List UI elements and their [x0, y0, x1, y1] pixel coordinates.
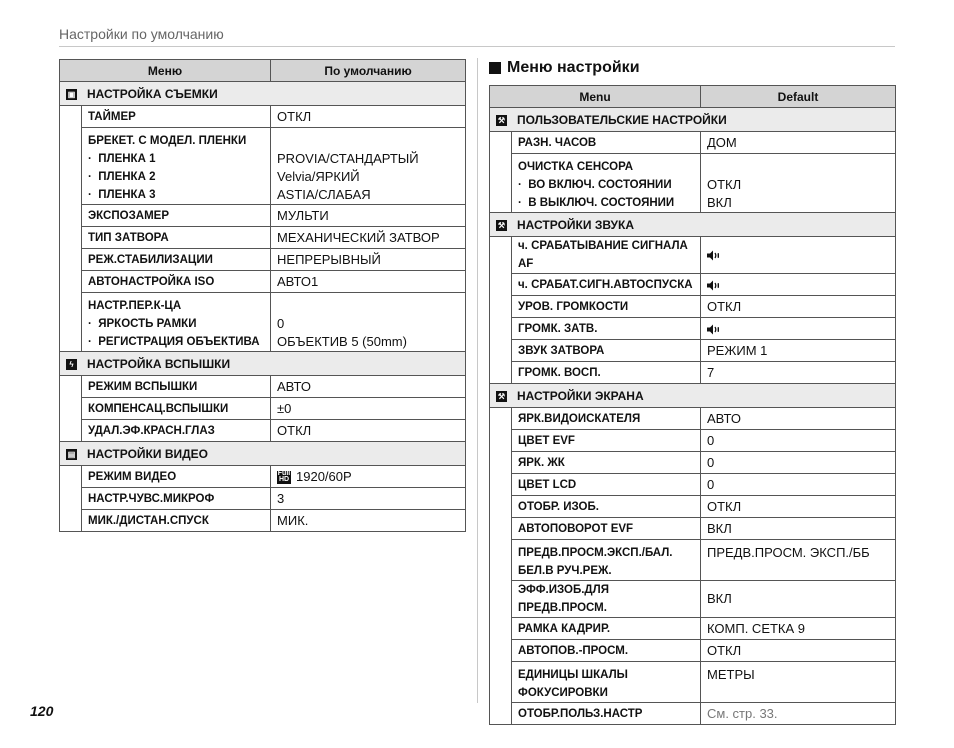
default-value	[701, 318, 896, 340]
menu-item-label: ГРОМК. ЗАТВ.	[512, 318, 701, 340]
menu-item-label: ЦВЕТ LCD	[512, 474, 701, 496]
menu-item-label: КОМПЕНСАЦ.ВСПЫШКИ	[82, 398, 271, 420]
menu-item-label: АВТОНАСТРОЙКА ISO	[82, 271, 271, 293]
menu-item-label: ОЧИСТКА СЕНСОРА · ВО ВКЛЮЧ. СОСТОЯНИИ · В ВЫКЛЮЧ. СОСТОЯНИИ	[512, 154, 701, 213]
table-row	[60, 128, 466, 205]
default-value: PROVIA/СТАНДАРТЫЙ Velvia/ЯРКИЙ ASTIA/СЛАБАЯ	[271, 128, 466, 205]
table-row	[490, 496, 896, 518]
shooting-defaults-table	[59, 59, 466, 532]
flash-icon: ϟ	[66, 359, 77, 370]
category-title: НАСТРОЙКИ ЭКРАНА	[517, 388, 644, 403]
speaker-medium-icon	[707, 250, 720, 261]
category-title: НАСТРОЙКИ ЗВУКА	[517, 217, 634, 232]
page-reference-link[interactable]: См. стр. 33.	[701, 703, 896, 725]
default-value: ДОМ	[701, 132, 896, 154]
default-value: ОТКЛ	[701, 640, 896, 662]
table-row	[490, 154, 896, 213]
default-value: ВКЛ	[701, 518, 896, 540]
default-value: ПРЕДВ.ПРОСМ. ЭКСП./ББ	[701, 540, 896, 581]
category-row	[60, 442, 466, 466]
table-row	[60, 420, 466, 442]
menu-item-label: ОТОБР. ИЗОБ.	[512, 496, 701, 518]
category-row	[490, 384, 896, 408]
category-title: НАСТРОЙКИ ВИДЕО	[87, 446, 208, 461]
table-row	[490, 703, 896, 725]
default-value: 0 ОБЪЕКТИВ 5 (50mm)	[271, 293, 466, 352]
column-divider	[477, 58, 478, 703]
category-title: НАСТРОЙКА ВСПЫШКИ	[87, 356, 231, 371]
menu-item-label: ЦВЕТ EVF	[512, 430, 701, 452]
menu-item-label: МИК./ДИСТАН.СПУСК	[82, 510, 271, 532]
default-value	[701, 237, 896, 274]
menu-item-label: АВТОПОВ.-ПРОСМ.	[512, 640, 701, 662]
table-row	[490, 340, 896, 362]
table-row	[60, 376, 466, 398]
default-value: МУЛЬТИ	[271, 205, 466, 227]
table-row	[60, 488, 466, 510]
default-value	[701, 274, 896, 296]
table-row	[60, 510, 466, 532]
menu-item-label: БРЕКЕТ. С МОДЕЛ. ПЛЕНКИ · ПЛЕНКА 1 · ПЛЕНКА 2 · ПЛЕНКА 3	[82, 128, 271, 205]
table-row	[490, 452, 896, 474]
default-value: ВКЛ	[701, 581, 896, 618]
category-row	[60, 82, 466, 106]
movie-icon: ▤	[67, 449, 76, 459]
table-row	[490, 540, 896, 581]
menu-item-label: РЕЖ.СТАБИЛИЗАЦИИ	[82, 249, 271, 271]
category-title: ПОЛЬЗОВАТЕЛЬСКИЕ НАСТРОЙКИ	[517, 112, 727, 127]
default-value: АВТО1	[271, 271, 466, 293]
menu-item-label: РАМКА КАДРИР.	[512, 618, 701, 640]
menu-item-label: ТИП ЗАТВОРА	[82, 227, 271, 249]
default-value: ОТКЛ	[271, 420, 466, 442]
menu-item-label: ЯРК.ВИДОИСКАТЕЛЯ	[512, 408, 701, 430]
menu-item-label: ч. СРАБАТЫВАНИЕ СИГНАЛА AF	[512, 237, 701, 274]
table-row	[490, 362, 896, 384]
menu-item-label: УРОВ. ГРОМКОСТИ	[512, 296, 701, 318]
setup-defaults-table	[489, 85, 896, 725]
table-row	[490, 662, 896, 703]
default-value: КОМП. СЕТКА 9	[701, 618, 896, 640]
table-row	[490, 296, 896, 318]
table-row	[60, 271, 466, 293]
default-value: 0	[701, 452, 896, 474]
column-header-menu: Menu	[490, 86, 701, 108]
default-value: 0	[701, 474, 896, 496]
table-row	[490, 318, 896, 340]
speaker-medium-icon	[707, 324, 720, 335]
default-value: НЕПРЕРЫВНЫЙ	[271, 249, 466, 271]
column-header-menu: Меню	[60, 60, 271, 82]
wrench-icon: ⚒	[497, 220, 506, 230]
default-value: 0	[701, 430, 896, 452]
table-row	[490, 474, 896, 496]
column-header-default: По умолчанию	[271, 60, 466, 82]
running-head: Настройки по умолчанию	[59, 26, 224, 42]
menu-item-label: ЯРК. ЖК	[512, 452, 701, 474]
menu-item-label: РЕЖИМ ВИДЕО	[82, 466, 271, 488]
table-row	[60, 205, 466, 227]
menu-item-label: ПРЕДВ.ПРОСМ.ЭКСП./БАЛ. БЕЛ.В РУЧ.РЕЖ.	[512, 540, 701, 581]
category-row	[490, 108, 896, 132]
default-value: ОТКЛ	[701, 296, 896, 318]
menu-item-label: ТАЙМЕР	[82, 106, 271, 128]
table-row	[60, 293, 466, 352]
menu-item-label: РАЗН. ЧАСОВ	[512, 132, 701, 154]
menu-item-label: УДАЛ.ЭФ.КРАСН.ГЛАЗ	[82, 420, 271, 442]
table-row	[490, 408, 896, 430]
menu-item-label: ЭКСПОЗАМЕР	[82, 205, 271, 227]
menu-item-label: ЕДИНИЦЫ ШКАЛЫ ФОКУСИРОВКИ	[512, 662, 701, 703]
speaker-medium-icon	[707, 280, 720, 291]
table-row	[490, 237, 896, 274]
menu-item-label: ч. СРАБАТ.СИГН.АВТОСПУСКА	[512, 274, 701, 296]
camera-settings-icon: ▣	[67, 89, 76, 99]
default-value: РЕЖИМ 1	[701, 340, 896, 362]
default-value: Full HD 1920/60P	[271, 466, 466, 488]
category-title: НАСТРОЙКА СЪЕМКИ	[87, 86, 218, 101]
table-row	[490, 430, 896, 452]
table-row	[60, 398, 466, 420]
table-row	[490, 640, 896, 662]
wrench-icon: ⚒	[497, 391, 506, 401]
section-title: Меню настройки	[489, 59, 640, 77]
default-value: АВТО	[701, 408, 896, 430]
default-value: ОТКЛ	[271, 106, 466, 128]
default-value: 7	[701, 362, 896, 384]
table-row	[60, 106, 466, 128]
menu-item-label: ГРОМК. ВОСП.	[512, 362, 701, 384]
table-row	[490, 274, 896, 296]
default-value: МЕТРЫ	[701, 662, 896, 703]
category-row	[60, 352, 466, 376]
menu-item-label: АВТОПОВОРОТ EVF	[512, 518, 701, 540]
page-number: 120	[30, 703, 54, 719]
default-value: МИК.	[271, 510, 466, 532]
default-value: 3	[271, 488, 466, 510]
menu-item-label: ЭФФ.ИЗОБ.ДЛЯ ПРЕДВ.ПРОСМ.	[512, 581, 701, 618]
menu-item-label: НАСТР.ПЕР.К-ЦА · ЯРКОСТЬ РАМКИ · РЕГИСТРАЦИЯ ОБЪЕКТИВА	[82, 293, 271, 352]
menu-item-label: ОТОБР.ПОЛЬЗ.НАСТР	[512, 703, 701, 725]
table-row	[490, 132, 896, 154]
default-value: МЕХАНИЧЕСКИЙ ЗАТВОР	[271, 227, 466, 249]
table-row	[490, 581, 896, 618]
table-row	[490, 518, 896, 540]
header-rule	[59, 46, 895, 47]
default-value: АВТО	[271, 376, 466, 398]
full-hd-icon: Full HD	[277, 469, 291, 484]
wrench-icon: ⚒	[497, 115, 506, 125]
table-row	[490, 618, 896, 640]
default-value: ОТКЛ	[701, 496, 896, 518]
menu-item-label: НАСТР.ЧУВС.МИКРОФ	[82, 488, 271, 510]
table-row	[60, 227, 466, 249]
table-row	[60, 466, 466, 488]
menu-item-label: РЕЖИМ ВСПЫШКИ	[82, 376, 271, 398]
default-value: ±0	[271, 398, 466, 420]
default-value: ОТКЛ ВКЛ	[701, 154, 896, 213]
column-header-default: Default	[701, 86, 896, 108]
table-row	[60, 249, 466, 271]
category-row	[490, 213, 896, 237]
menu-item-label: ЗВУК ЗАТВОРА	[512, 340, 701, 362]
square-bullet-icon	[489, 62, 501, 74]
